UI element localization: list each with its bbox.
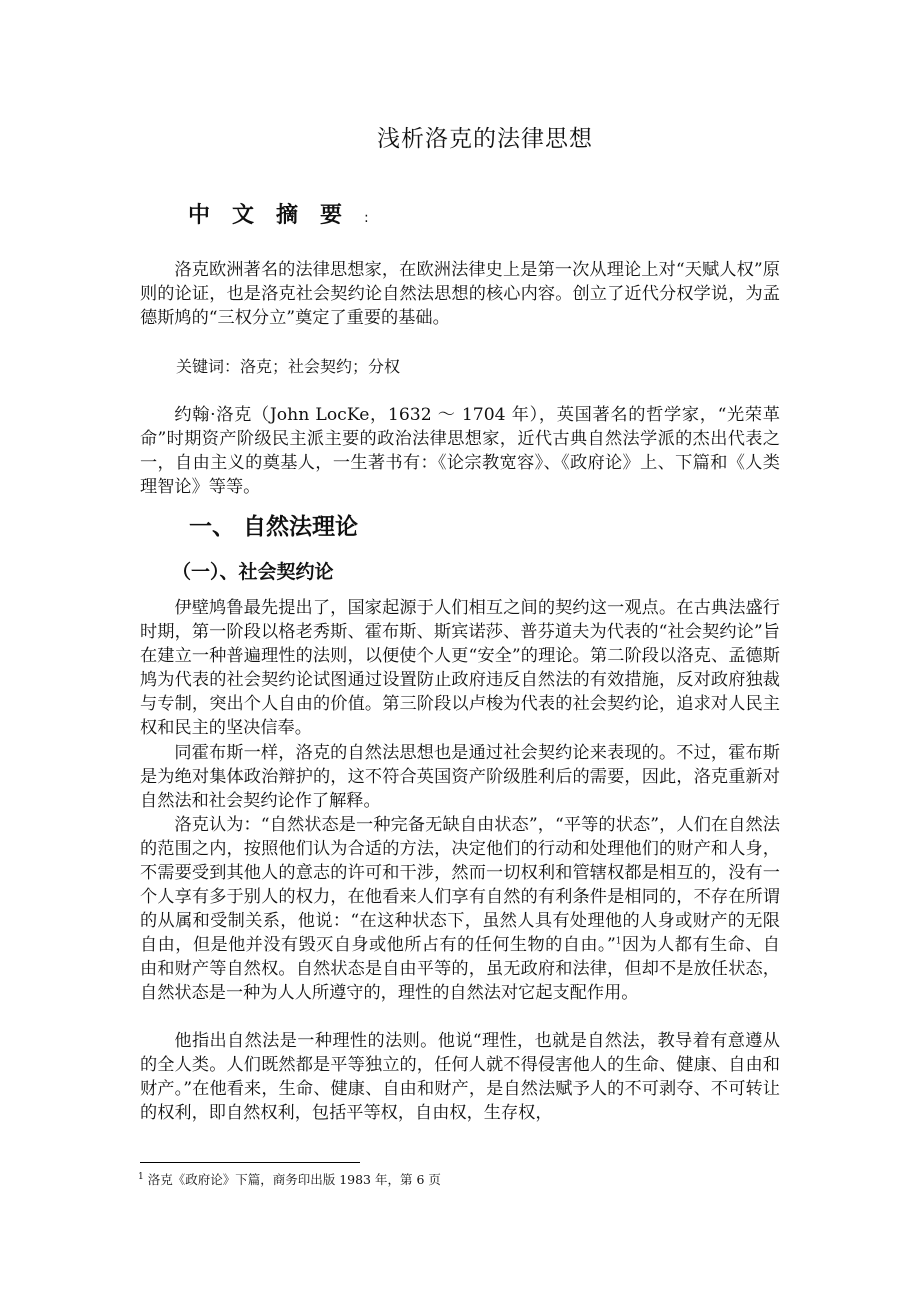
section-heading: 一、 自然法理论 xyxy=(189,514,359,540)
abstract-heading-text: 中文摘要 xyxy=(188,203,365,228)
abstract-paragraph: 洛克欧洲著名的法律思想家，在欧洲法律史上是第一次从理论上对“天赋人权”原则的论证，也是洛克社会契约论自然法思想的核心内容。创立了近代分权学说，为孟德斯鸠的“三权分立”奠定了重要的基础。 xyxy=(140,260,780,328)
body-paragraph-1: 伊壁鸠鲁最先提出了，国家起源于人们相互之间的契约这一观点。在古典法盛行时期，第一阶段以格老秀斯、霍布斯、斯宾诺莎、普芬道夫为代表的“社会契约论”旨在建立一种普遍理性的法则，以便使个人更“安全”的理论。第二阶段以洛克、孟德斯鸠为代表的社会契约论试图通过设置防止政府违反自然法的有效措施，反对政府独裁与专制，突出个人自由的价值。第三阶段以卢梭为代表的社会契约论，追求对人民主权和民主的坚决信奉。 xyxy=(140,598,780,738)
footnote-text: 洛克《政府论》下篇，商务印出版 1983 年，第 6 页 xyxy=(147,1172,441,1187)
body-paragraph-3 xyxy=(140,813,780,1005)
keywords: 关键词：洛克；社会契约；分权 xyxy=(176,357,401,376)
abstract-heading xyxy=(188,198,369,229)
abstract-heading-colon: : xyxy=(364,210,369,226)
subsection-heading: （一）、社会契约论 xyxy=(172,561,334,583)
intro-paragraph: 约翰·洛克（John LocKe，1632 ～ 1704 年），英国著名的哲学家，“光荣革命”时期资产阶级民主派主要的政治法律思想家，近代古典自然法学派的杰出代表之一，自由主义的奠基人，一生著书有：《论宗教宽容》、《政府论》上、下篇和《人类理智论》等等。 xyxy=(140,405,780,497)
document-title: 浅析洛克的法律思想 xyxy=(377,126,593,152)
footnote xyxy=(138,1170,441,1188)
body-paragraph-4: 他指出自然法是一种理性的法则。他说“理性，也就是自然法，教导着有意遵从的全人类。人们既然都是平等独立的，任何人就不得侵害他人的生命、健康、自由和财产。”在他看来，生命、健康、自由和财产，是自然法赋予人的不可剥夺、不可转让的权利，即自然权利，包括平等权，自由权，生存权， xyxy=(140,1031,780,1123)
body-paragraph-3-continued: 因为人都有生命、自由和财产等自然权。自然状态是自由平等的，虽无政府和法律，但却不是放任状态，自然状态是一种为人人所遵守的，理性的自然法对它起支配作用。 xyxy=(140,935,780,1003)
body-paragraph-3-text: 洛克认为：“自然状态是一种完备无缺自由状态”，“平等的状态”，人们在自然法的范围之内，按照他们认为合适的方法，决定他们的行动和处理他们的财产和人身，不需要受到其他人的意志的许可和干涉，然而一切权利和管辖权都是相互的，没有一个人享有多于别人的权力，在他看来人们享有自然的有利条件是相同的，不存在所谓的从属和受制关系，他说：“在这种状态下，虽然人具有处理他的人身或财产的无限自由，但是他并没有毁灭自身或他所占有的任何生物的自由。” xyxy=(140,815,780,955)
footnote-divider xyxy=(140,1162,360,1163)
body-paragraph-2: 同霍布斯一样，洛克的自然法思想也是通过社会契约论来表现的。不过，霍布斯是为绝对集体政治辩护的，这不符合英国资产阶级胜利后的需要，因此，洛克重新对自然法和社会契约论作了解释。 xyxy=(140,743,780,811)
footnote-reference[interactable]: 1 xyxy=(615,936,622,947)
footnote-number: 1 xyxy=(138,1171,144,1182)
